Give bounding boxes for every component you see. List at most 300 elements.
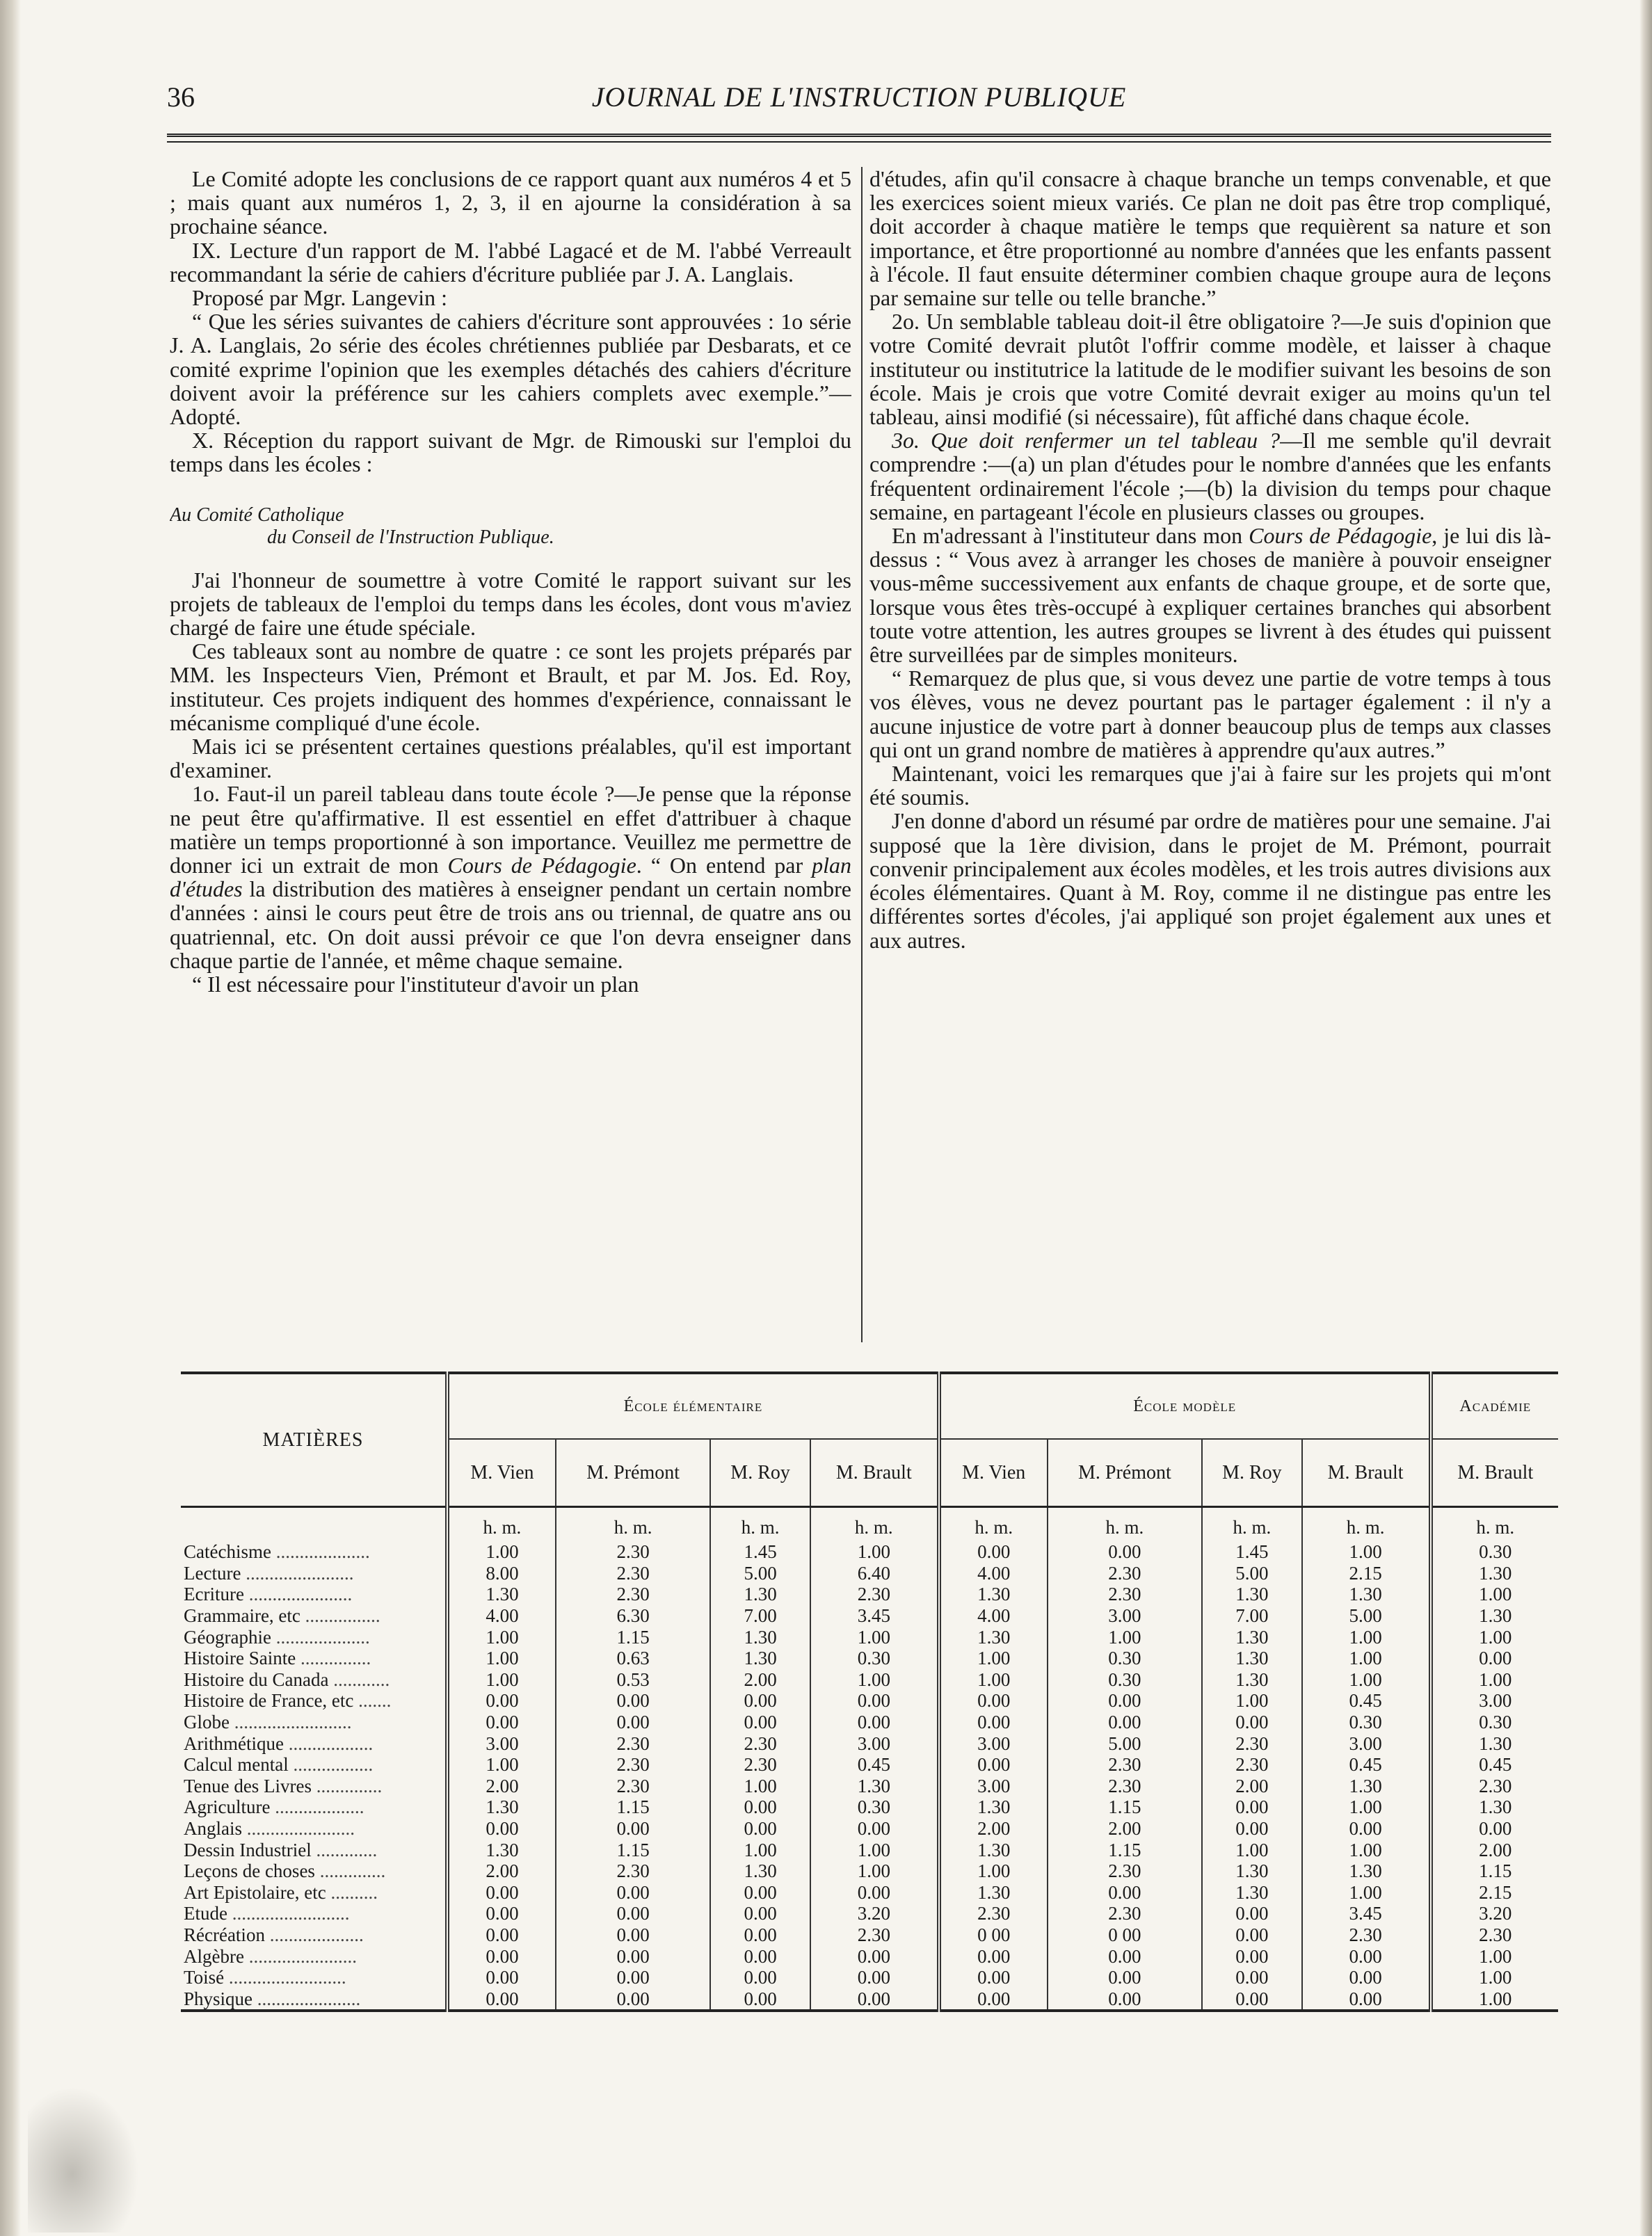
table-row xyxy=(181,1903,1558,1924)
hours-cell: 1.30 xyxy=(710,1860,810,1882)
column-header: M. Brault xyxy=(1431,1439,1558,1507)
table-row xyxy=(181,1648,1558,1669)
hours-cell: 1.30 xyxy=(1302,1776,1431,1797)
column-divider xyxy=(861,167,863,1342)
leader-dots: .............. xyxy=(314,1860,386,1882)
unit-cell: h. m. xyxy=(710,1507,810,1542)
hours-cell: 0.00 xyxy=(447,1882,556,1904)
hours-cell: 0.00 xyxy=(1202,1903,1301,1924)
hours-cell: 5.00 xyxy=(1048,1732,1202,1754)
table-row xyxy=(181,1584,1558,1605)
hours-cell: 0.00 xyxy=(1202,1712,1301,1733)
paragraph: d'études, afin qu'il consacre à chaque branche un temps convenable, et que les exercices soient mieux variés. Ce plan ne doit pas être trop compliqué, doit accorder à chaque matière le temps que requièrent sa nature et son importance, et être proportionné au nombre d'années que les enfants passent à l'école. Il faut ensuite déterminer combien chaque groupe aura de leçons par semaine sur telle ou telle branche.” xyxy=(869,167,1551,311)
table-row xyxy=(181,1690,1558,1712)
subject-cell xyxy=(181,1882,447,1904)
hours-cell: 1.00 xyxy=(447,1648,556,1669)
paragraph: Maintenant, voici les remarques que j'ai à faire sur les projets qui m'ont été soumis. xyxy=(869,761,1551,810)
leader-dots: ................... xyxy=(270,1796,364,1818)
hours-cell: 0.45 xyxy=(1302,1690,1431,1712)
hours-cell: 2.30 xyxy=(1431,1924,1558,1946)
subject-cell xyxy=(181,1605,447,1627)
subject-label: Calcul mental xyxy=(184,1754,289,1776)
subject-cell xyxy=(181,1648,447,1669)
table-row xyxy=(181,1924,1558,1946)
hours-cell: 2.30 xyxy=(556,1776,710,1797)
hours-cell: 0.45 xyxy=(1302,1754,1431,1776)
scan-edge-left xyxy=(0,0,21,2236)
hours-cell: 1.15 xyxy=(1431,1860,1558,1882)
subject-label: Lecture xyxy=(184,1562,241,1584)
table-row xyxy=(181,1796,1558,1818)
table-row xyxy=(181,1541,1558,1563)
hours-cell: 0.00 xyxy=(939,1754,1048,1776)
hours-cell: 1.00 xyxy=(939,1669,1048,1691)
hours-cell: 0.00 xyxy=(810,1882,939,1904)
hours-cell: 0.00 xyxy=(1302,1988,1431,2011)
hours-cell: 2.30 xyxy=(556,1860,710,1882)
hours-cell: 2.00 xyxy=(447,1776,556,1797)
hours-cell: 2.30 xyxy=(710,1754,810,1776)
hours-cell: 0.00 xyxy=(1431,1818,1558,1840)
hours-cell: 1.00 xyxy=(939,1648,1048,1669)
column-header: M. Prémont xyxy=(556,1439,710,1507)
hours-cell: 2.30 xyxy=(810,1924,939,1946)
hours-cell: 1.30 xyxy=(447,1584,556,1605)
hours-cell: 1.30 xyxy=(1431,1563,1558,1584)
subject-label: Histoire Sainte xyxy=(184,1648,296,1669)
unit-cell: h. m. xyxy=(1202,1507,1301,1542)
hours-cell: 3.00 xyxy=(939,1776,1048,1797)
hours-cell: 0.30 xyxy=(1431,1541,1558,1563)
paragraph: Proposé par Mgr. Langevin : xyxy=(192,285,448,311)
hours-cell: 0.00 xyxy=(1202,1945,1301,1967)
hours-cell: 2.30 xyxy=(556,1732,710,1754)
subject-cell xyxy=(181,1626,447,1648)
column-header: M. Brault xyxy=(1302,1439,1431,1507)
hours-cell: 0.00 xyxy=(810,1818,939,1840)
term-italic: plan d'études xyxy=(170,853,851,902)
hours-cell: 0.30 xyxy=(1431,1712,1558,1733)
text-run: —Il me semble qu'il devrait comprendre :—(a) un plan d'études pour le nombre d'années que les enfants fréquentent ordinairement l'école ;—(b) la division du temps pour chaque semaine, en partageant l'école en plusieurs classes ou groupes. xyxy=(869,428,1551,524)
hours-cell: 1.15 xyxy=(1048,1796,1202,1818)
hours-cell: 1.30 xyxy=(1202,1860,1301,1882)
table-row xyxy=(181,1839,1558,1860)
table-row xyxy=(181,1988,1558,2011)
hours-cell: 1.15 xyxy=(1048,1839,1202,1860)
table-row xyxy=(181,1732,1558,1754)
hours-cell: 0.00 xyxy=(447,1967,556,1988)
hours-cell: 1.00 xyxy=(810,1669,939,1691)
hours-cell: 1.00 xyxy=(1431,1584,1558,1605)
table-row xyxy=(181,1605,1558,1627)
hours-cell: 1.30 xyxy=(1202,1882,1301,1904)
hours-cell: 3.00 xyxy=(1048,1605,1202,1627)
hours-cell: 1.00 xyxy=(1431,1967,1558,1988)
hours-cell: 0.53 xyxy=(556,1669,710,1691)
subject-label: Globe xyxy=(184,1712,230,1733)
hours-cell: 2.30 xyxy=(556,1563,710,1584)
hours-cell: 0.00 xyxy=(939,1945,1048,1967)
header-rule xyxy=(167,134,1551,143)
hours-cell: 0.00 xyxy=(447,1924,556,1946)
hours-cell: 1.30 xyxy=(1431,1605,1558,1627)
table-row xyxy=(181,1818,1558,1840)
unit-cell: h. m. xyxy=(556,1507,710,1542)
unit-cell: h. m. xyxy=(447,1507,556,1542)
leader-dots: .......... xyxy=(326,1881,378,1903)
leader-dots: ....................... xyxy=(241,1562,354,1584)
hours-cell: 0.00 xyxy=(1202,1796,1301,1818)
subject-cell xyxy=(181,1988,447,2011)
hours-cell: 1.30 xyxy=(939,1839,1048,1860)
hours-cell: 1.00 xyxy=(710,1839,810,1860)
hours-cell: 0.00 xyxy=(556,1818,710,1840)
subject-cell xyxy=(181,1860,447,1882)
hours-cell: 4.00 xyxy=(939,1605,1048,1627)
hours-cell: 1.00 xyxy=(447,1669,556,1691)
leader-dots: .................... xyxy=(264,1924,364,1945)
hours-cell: 0.00 xyxy=(1302,1967,1431,1988)
paragraph: “ Que les séries suivantes de cahiers d'écriture sont approuvées : 1o série J. A. Langlais, 2o série des écoles chrétiennes publiée par Desbarats, et ce comité exprime l'opinion que les exemples détachés des cahiers d'écriture doivent avoir la préférence sur les cahiers complets avec exemple.”—Adopté. xyxy=(170,309,851,430)
hours-cell: 2.15 xyxy=(1302,1563,1431,1584)
hours-cell: 2.00 xyxy=(1202,1776,1301,1797)
hours-cell: 0.00 xyxy=(710,1690,810,1712)
column-header: M. Brault xyxy=(810,1439,939,1507)
hours-cell: 1.00 xyxy=(810,1626,939,1648)
hours-cell: 1.30 xyxy=(447,1796,556,1818)
hours-cell: 3.45 xyxy=(1302,1903,1431,1924)
hours-cell: 1.00 xyxy=(1302,1669,1431,1691)
group-header-academie: Académie xyxy=(1431,1373,1558,1439)
hours-cell: 5.00 xyxy=(1302,1605,1431,1627)
hours-cell: 0.00 xyxy=(710,1988,810,2011)
hours-cell: 2.00 xyxy=(1431,1839,1558,1860)
leader-dots: ............. xyxy=(311,1839,378,1860)
column-header: M. Prémont xyxy=(1048,1439,1202,1507)
hours-cell: 1.00 xyxy=(447,1626,556,1648)
unit-cell: h. m. xyxy=(1431,1507,1558,1542)
hours-cell: 1.00 xyxy=(1431,1988,1558,2011)
hours-cell: 0.00 xyxy=(1048,1882,1202,1904)
hours-cell: 0.00 xyxy=(1202,1967,1301,1988)
paragraph: Mais ici se présentent certaines questions préalables, qu'il est important d'examiner. xyxy=(170,734,851,783)
hours-cell: 2.30 xyxy=(1431,1776,1558,1797)
group-header-elementaire: École élémentaire xyxy=(447,1373,939,1439)
leader-dots: ......................... xyxy=(229,1712,352,1733)
scan-edge-right xyxy=(1639,0,1652,2236)
hours-cell: 1.00 xyxy=(1302,1882,1431,1904)
hours-cell: 3.00 xyxy=(1431,1690,1558,1712)
timetable-table xyxy=(181,1372,1558,2075)
text-run: , je lui dis là-dessus : “ Vous avez à arranger les choses de manière à pouvoir enseigner vous-même successivement aux enfants de chaque groupe, et de sorte que, lorsque vous êtes très-occupé à expliquer certaines branches qui absorbent toute votre attention, les autres groupes se livrent à des études qui puissent être surveillées par de simples moniteurs. xyxy=(869,523,1551,668)
subject-cell xyxy=(181,1924,447,1946)
hours-cell: 0.00 xyxy=(1302,1945,1431,1967)
hours-cell: 0.00 xyxy=(810,1988,939,2011)
hours-cell: 0.00 xyxy=(447,1988,556,2011)
hours-cell: 1.45 xyxy=(1202,1541,1301,1563)
leader-dots: ...................... xyxy=(243,1584,353,1605)
hours-cell: 1.30 xyxy=(939,1626,1048,1648)
hours-cell: 1.00 xyxy=(1202,1690,1301,1712)
hours-cell: 1.00 xyxy=(1202,1839,1301,1860)
address-block xyxy=(170,504,851,549)
hours-cell: 1.00 xyxy=(1048,1626,1202,1648)
subject-label: Histoire de France, etc xyxy=(184,1690,354,1712)
hours-cell: 5.00 xyxy=(1202,1563,1301,1584)
hours-cell: 2.00 xyxy=(1048,1818,1202,1840)
subject-label: Art Epistolaire, etc xyxy=(184,1881,326,1903)
subject-label: Toisé xyxy=(184,1967,225,1988)
hours-cell: 1.15 xyxy=(556,1839,710,1860)
hours-cell: 0.00 xyxy=(1431,1648,1558,1669)
hours-cell: 6.40 xyxy=(810,1563,939,1584)
hours-cell: 1.00 xyxy=(447,1754,556,1776)
leader-dots: ......................... xyxy=(224,1967,346,1988)
leader-dots: ......................... xyxy=(227,1903,350,1924)
hours-cell: 0.00 xyxy=(447,1945,556,1967)
paragraph: J'en donne d'abord un résumé par ordre de matières pour une semaine. J'ai supposé que la 1ère division, dans le projet de M. Prémont, pourrait convenir principalement aux écoles modèles, et les trois autres divisions aux écoles élémentaires. Quant à M. Roy, comme il ne distingue pas entre les différentes sortes d'écoles, j'ai appliqué son projet également aux unes et aux autres. xyxy=(869,808,1551,953)
hours-cell: 1.45 xyxy=(710,1541,810,1563)
hours-cell: 0.00 xyxy=(1048,1945,1202,1967)
subject-label: Dessin Industriel xyxy=(184,1839,312,1860)
subject-label: Leçons de choses xyxy=(184,1860,315,1882)
paragraph: 2o. Un semblable tableau doit-il être obligatoire ?—Je suis d'opinion que votre Comité devrait plutôt l'offrir comme modèle, et laisser à chaque instituteur ou institutrice la latitude de le modifier suivant les besoins de son école. Mais je crois que votre Comité devrait exiger au moins qu'un tel tableau, ainsi modifié (si nécessaire), fût affiché dans chaque école. xyxy=(869,309,1551,430)
page-number: 36 xyxy=(167,81,195,113)
hours-cell: 0.00 xyxy=(939,1690,1048,1712)
subject-cell xyxy=(181,1690,447,1712)
hours-cell: 0.00 xyxy=(710,1796,810,1818)
hours-cell: 2.30 xyxy=(810,1584,939,1605)
subject-label: Agriculture xyxy=(184,1796,271,1818)
hours-cell: 6.30 xyxy=(556,1605,710,1627)
text-run: 1o. Faut-il un pareil tableau dans toute école ?—Je pense que la réponse ne peut être qu'affirmative. Il est essentiel en effet d'attribuer à chaque matière un temps proportionné à son importance. Veuillez me permettre de donner ici un extrait de mon xyxy=(170,781,851,878)
hours-cell: 0.00 xyxy=(447,1818,556,1840)
hours-cell: 1.00 xyxy=(1302,1626,1431,1648)
table-row xyxy=(181,1860,1558,1882)
left-column xyxy=(170,167,851,1342)
hours-cell: 3.00 xyxy=(810,1732,939,1754)
hours-cell: 0.00 xyxy=(556,1712,710,1733)
hours-cell: 1.00 xyxy=(810,1541,939,1563)
hours-cell: 1.30 xyxy=(1202,1648,1301,1669)
hours-cell: 1.30 xyxy=(1431,1796,1558,1818)
hours-cell: 1.30 xyxy=(939,1584,1048,1605)
table-row xyxy=(181,1712,1558,1733)
hours-cell: 1.30 xyxy=(939,1882,1048,1904)
hours-cell: 7.00 xyxy=(710,1605,810,1627)
hours-cell: 1.30 xyxy=(810,1776,939,1797)
table-row xyxy=(181,1967,1558,1988)
hours-cell: 0.00 xyxy=(556,1967,710,1988)
table-row xyxy=(181,1776,1558,1797)
hours-cell: 7.00 xyxy=(1202,1605,1301,1627)
hours-cell: 2.30 xyxy=(1048,1563,1202,1584)
paragraph: IX. Lecture d'un rapport de M. l'abbé Lagacé et de M. l'abbé Verreault recommandant la série de cahiers d'écriture publiée par J. A. Langlais. xyxy=(170,237,851,287)
subject-label: Géographie xyxy=(184,1626,271,1648)
hours-cell: 0.00 xyxy=(710,1882,810,1904)
hours-cell: 0.00 xyxy=(1048,1712,1202,1733)
leader-dots: ................ xyxy=(300,1605,380,1627)
hours-cell: 0.30 xyxy=(810,1648,939,1669)
hours-cell: 0.30 xyxy=(1048,1669,1202,1691)
subject-cell xyxy=(181,1818,447,1840)
hours-cell: 2.30 xyxy=(939,1903,1048,1924)
hours-cell: 2.30 xyxy=(1302,1924,1431,1946)
hours-cell: 0.00 xyxy=(710,1945,810,1967)
hours-cell: 1.30 xyxy=(1202,1669,1301,1691)
hours-cell: 3.00 xyxy=(939,1732,1048,1754)
hours-cell: 1.30 xyxy=(710,1648,810,1669)
scan-smudge xyxy=(28,2086,139,2233)
group-header-modele: École modèle xyxy=(939,1373,1431,1439)
table-row xyxy=(181,1563,1558,1584)
hours-cell: 1.15 xyxy=(556,1626,710,1648)
unit-cell: h. m. xyxy=(810,1507,939,1542)
table-row xyxy=(181,1626,1558,1648)
hours-cell: 0 00 xyxy=(939,1924,1048,1946)
hours-cell: 0.00 xyxy=(710,1818,810,1840)
hours-cell: 1.30 xyxy=(710,1626,810,1648)
hours-cell: 2.30 xyxy=(556,1584,710,1605)
subject-cell xyxy=(181,1967,447,1988)
table-row xyxy=(181,1945,1558,1967)
right-column xyxy=(869,167,1551,1342)
hours-cell: 0.00 xyxy=(710,1924,810,1946)
hours-cell: 1.30 xyxy=(1302,1860,1431,1882)
question-italic: 3o. Que doit renfermer un tel tableau ? xyxy=(892,428,1281,453)
hours-cell: 0.00 xyxy=(1202,1818,1301,1840)
hours-cell: 0.00 xyxy=(1048,1541,1202,1563)
hours-cell: 2.30 xyxy=(1202,1732,1301,1754)
hours-cell: 1.30 xyxy=(939,1796,1048,1818)
hours-cell: 2.30 xyxy=(1202,1754,1301,1776)
hours-cell: 1.00 xyxy=(1302,1839,1431,1860)
hours-cell: 2.30 xyxy=(1048,1903,1202,1924)
matieres-header: MATIÈRES xyxy=(181,1373,447,1507)
hours-cell: 1.00 xyxy=(810,1860,939,1882)
hours-cell: 0.30 xyxy=(810,1796,939,1818)
hours-cell: 3.45 xyxy=(810,1605,939,1627)
leader-dots: ............... xyxy=(296,1648,371,1669)
hours-cell: 0.00 xyxy=(710,1967,810,1988)
subject-cell xyxy=(181,1732,447,1754)
hours-cell: 1.00 xyxy=(1431,1945,1558,1967)
hours-cell: 1.00 xyxy=(1302,1541,1431,1563)
hours-cell: 0.00 xyxy=(1048,1690,1202,1712)
unit-cell: h. m. xyxy=(1048,1507,1202,1542)
hours-cell: 0.00 xyxy=(939,1988,1048,2011)
subject-cell xyxy=(181,1839,447,1860)
hours-cell: 0.00 xyxy=(810,1712,939,1733)
text-run: . “ On entend par xyxy=(636,853,812,878)
hours-cell: 1.30 xyxy=(1202,1584,1301,1605)
hours-cell: 2.00 xyxy=(939,1818,1048,1840)
leader-dots: ....... xyxy=(353,1690,392,1712)
hours-cell: 0.00 xyxy=(556,1988,710,2011)
hours-cell: 3.00 xyxy=(1302,1732,1431,1754)
subjects-hours-table xyxy=(181,1372,1558,2012)
hours-cell: 2.00 xyxy=(710,1669,810,1691)
text-run: la distribution des matières à enseigner pendant un certain nombre d'années : ainsi le cours peut être de trois ans ou triennal, de quatre ans ou quatriennal, etc. On doit aussi prévoir ce que l'on devra enseigner dans chaque partie de l'année, et même chaque semaine. xyxy=(170,876,851,973)
subject-cell xyxy=(181,1669,447,1691)
hours-cell: 1.00 xyxy=(939,1860,1048,1882)
book-title: Cours de Pédagogie xyxy=(447,853,636,878)
hours-cell: 0.00 xyxy=(810,1690,939,1712)
subject-label: Algèbre xyxy=(184,1945,244,1967)
subject-label: Anglais xyxy=(184,1818,242,1840)
hours-cell: 0.00 xyxy=(939,1967,1048,1988)
leader-dots: .................... xyxy=(271,1626,370,1648)
subject-cell xyxy=(181,1541,447,1563)
hours-cell: 0.00 xyxy=(1048,1967,1202,1988)
hours-cell: 0.00 xyxy=(1048,1988,1202,2011)
subject-label: Histoire du Canada xyxy=(184,1668,329,1690)
unit-row-label xyxy=(181,1507,447,1542)
leader-dots: ............ xyxy=(328,1668,390,1690)
hours-cell: 0.00 xyxy=(710,1903,810,1924)
hours-cell: 1.00 xyxy=(710,1776,810,1797)
hours-cell: 3.20 xyxy=(1431,1903,1558,1924)
table-row xyxy=(181,1882,1558,1904)
subject-cell xyxy=(181,1712,447,1733)
column-header: M. Roy xyxy=(710,1439,810,1507)
hours-cell: 0.00 xyxy=(556,1924,710,1946)
hours-cell: 2.30 xyxy=(1048,1776,1202,1797)
running-title: JOURNAL DE L'INSTRUCTION PUBLIQUE xyxy=(591,81,1127,113)
hours-cell: 2.30 xyxy=(1048,1860,1202,1882)
hours-cell: 0.30 xyxy=(1302,1712,1431,1733)
hours-cell: 0.00 xyxy=(447,1690,556,1712)
hours-cell: 2.30 xyxy=(556,1754,710,1776)
hours-cell: 1.00 xyxy=(1431,1626,1558,1648)
hours-cell: 1.30 xyxy=(710,1584,810,1605)
hours-cell: 0.63 xyxy=(556,1648,710,1669)
hours-cell: 1.30 xyxy=(1302,1584,1431,1605)
paragraph: J'ai l'honneur de soumettre à votre Comité le rapport suivant sur les projets de tableaux de l'emploi du temps dans les écoles, dont vous m'aviez chargé de faire une étude spéciale. xyxy=(170,567,851,641)
hours-cell: 4.00 xyxy=(939,1563,1048,1584)
hours-cell: 0.00 xyxy=(556,1903,710,1924)
subject-label: Grammaire, etc xyxy=(184,1605,300,1627)
subject-cell xyxy=(181,1903,447,1924)
hours-cell: 1.00 xyxy=(1302,1648,1431,1669)
hours-cell: 2.00 xyxy=(447,1860,556,1882)
subject-label: Tenue des Livres xyxy=(184,1775,312,1796)
subject-cell xyxy=(181,1563,447,1584)
hours-cell: 0.00 xyxy=(1202,1988,1301,2011)
hours-cell: 1.00 xyxy=(1302,1796,1431,1818)
hours-cell: 1.00 xyxy=(810,1839,939,1860)
hours-cell: 1.00 xyxy=(447,1541,556,1563)
subject-cell xyxy=(181,1584,447,1605)
hours-cell: 2.30 xyxy=(1048,1754,1202,1776)
paragraph xyxy=(869,524,1551,666)
hours-cell: 0 00 xyxy=(1048,1924,1202,1946)
unit-cell: h. m. xyxy=(1302,1507,1431,1542)
leader-dots: ...................... xyxy=(252,1988,361,2009)
paragraph: Le Comité adopte les conclusions de ce rapport quant aux numéros 4 et 5 ; mais quant aux numéros 1, 2, 3, il en ajourne la considération à sa prochaine séance. xyxy=(170,167,851,239)
page-header xyxy=(167,75,1551,124)
subject-label: Ecriture xyxy=(184,1584,244,1605)
hours-cell: 0.00 xyxy=(1202,1924,1301,1946)
hours-cell: 0.00 xyxy=(556,1945,710,1967)
hours-cell: 0.00 xyxy=(1302,1818,1431,1840)
hours-cell: 0.00 xyxy=(556,1882,710,1904)
subject-label: Physique xyxy=(184,1988,253,2009)
column-header: M. Vien xyxy=(939,1439,1048,1507)
hours-cell: 1.15 xyxy=(556,1796,710,1818)
hours-cell: 2.15 xyxy=(1431,1882,1558,1904)
subject-label: Récréation xyxy=(184,1924,265,1945)
